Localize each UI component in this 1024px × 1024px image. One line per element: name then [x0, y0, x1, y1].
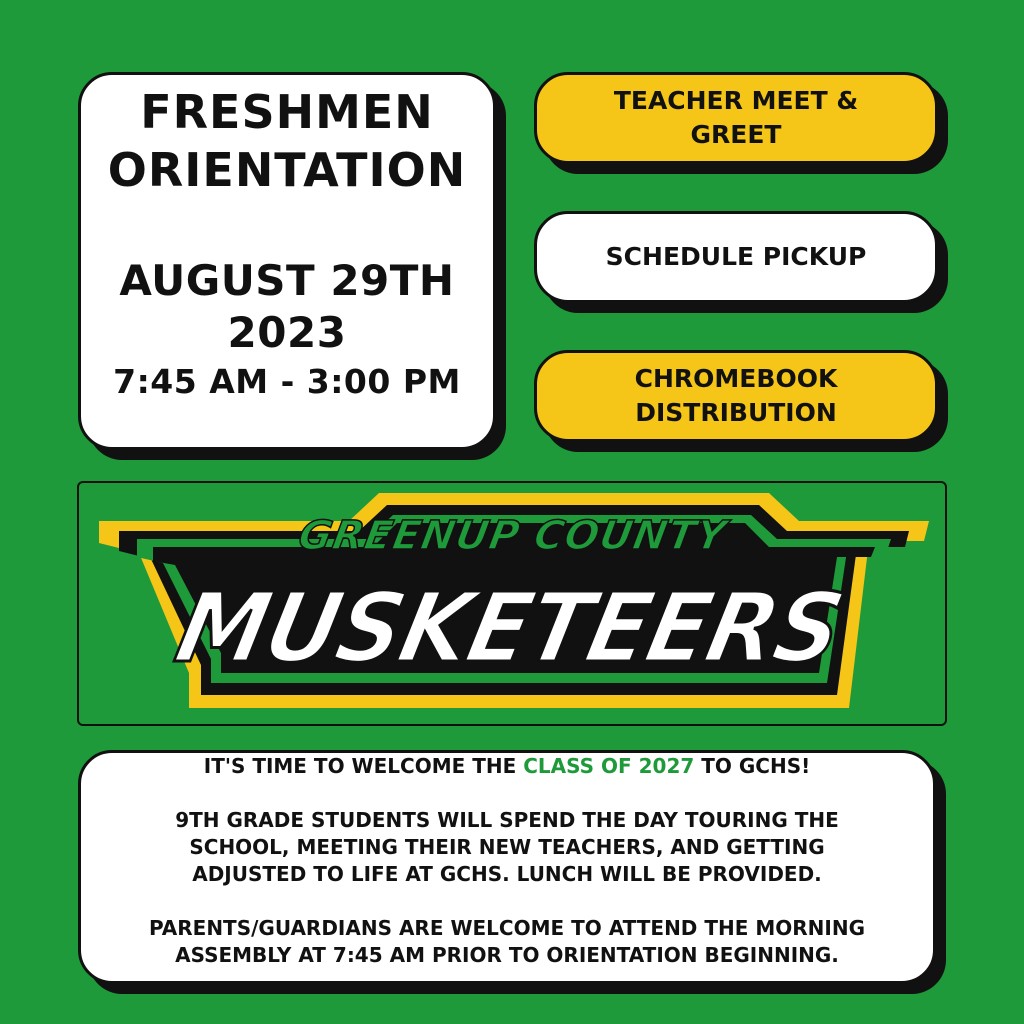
welcome-pre: IT'S TIME TO WELCOME THE	[203, 754, 524, 778]
logo-line-2: MUSKETEERS	[167, 571, 894, 684]
event-label-line1: SCHEDULE PICKUP	[605, 242, 867, 271]
info-para-1-line-2: SCHOOL, MEETING THEIR NEW TEACHERS, AND GETTING	[189, 835, 825, 859]
event-label-line1: TEACHER MEET &	[613, 86, 859, 115]
info-para-2-line-2: ASSEMBLY AT 7:45 AM PRIOR TO ORIENTATION BEGINNING.	[175, 943, 839, 967]
title-line-2: ORIENTATION	[107, 143, 467, 197]
event-label-line2: GREET	[690, 120, 782, 149]
event-label-line1: CHROMEBOOK	[634, 364, 838, 393]
date-line-2: 2023	[227, 308, 347, 357]
info-para-1-line-1: 9TH GRADE STUDENTS WILL SPEND THE DAY TOURING THE	[175, 808, 839, 832]
logo-line-1: GREENUP COUNTY	[295, 512, 731, 559]
event-pill-chromebook	[534, 350, 938, 442]
info-para-2-line-1: PARENTS/GUARDIANS ARE WELCOME TO ATTEND THE MORNING	[148, 916, 866, 940]
title-line-1: FRESHMEN	[140, 85, 434, 139]
time-range: 7:45 AM - 3:00 PM	[113, 362, 461, 401]
info-para-1-line-3: ADJUSTED TO LIFE AT GCHS. LUNCH WILL BE PROVIDED.	[192, 862, 822, 886]
musketeers-logo-banner	[77, 481, 947, 726]
event-pill-teacher-meet	[534, 72, 938, 164]
event-label-line2: DISTRIBUTION	[635, 398, 837, 427]
event-pill-schedule-pickup	[534, 211, 938, 303]
info-card	[78, 750, 936, 984]
welcome-post: TO GCHS!	[694, 754, 811, 778]
class-of-2027: CLASS OF 2027	[523, 754, 695, 778]
date-line-1: AUGUST 29TH	[119, 256, 455, 305]
musketeers-logo	[79, 483, 945, 724]
welcome-line	[81, 753, 933, 780]
orientation-card	[78, 72, 496, 450]
